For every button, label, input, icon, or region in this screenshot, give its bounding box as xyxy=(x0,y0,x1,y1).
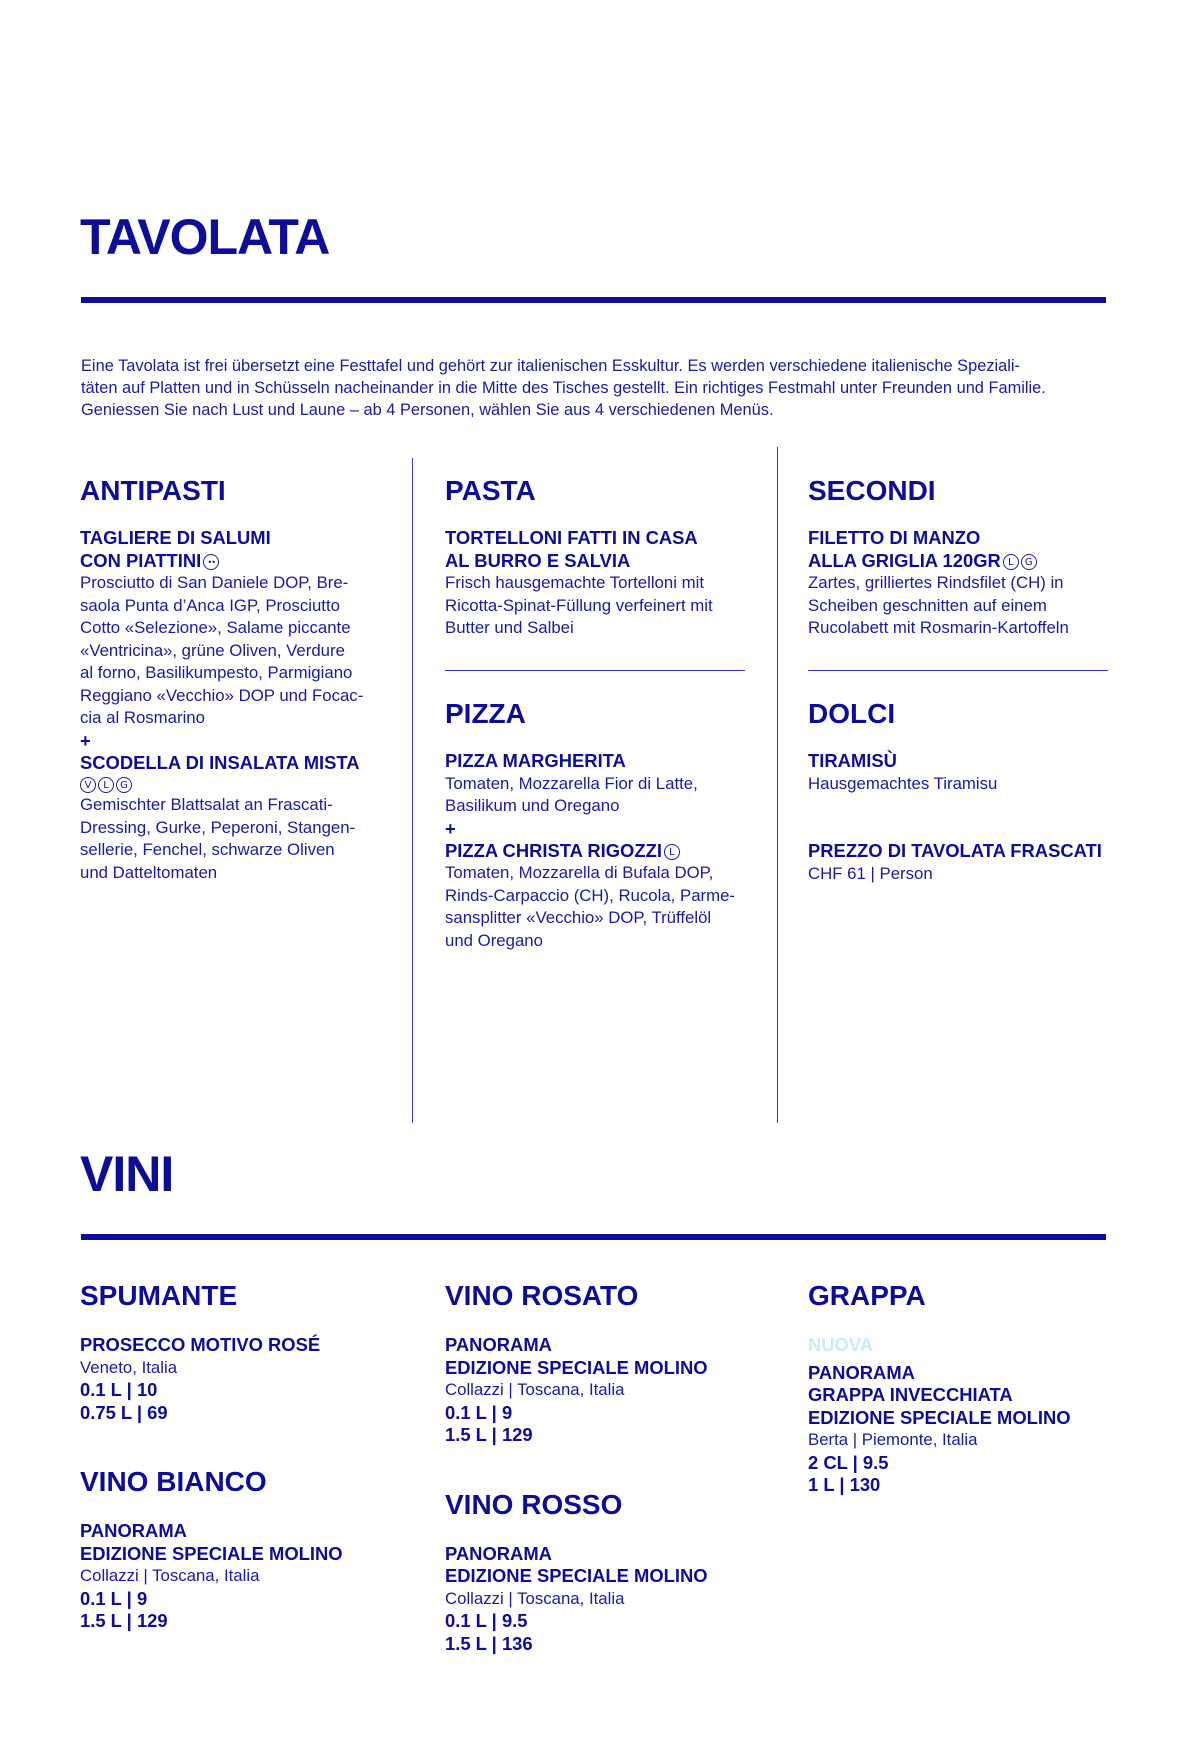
antipasti-column xyxy=(80,475,400,884)
menu-item-description xyxy=(445,572,755,640)
intro-text xyxy=(81,355,1121,421)
wine-price: 0.1 L | 10 xyxy=(80,1379,158,1400)
menu-item-name-line: TORTELLONI FATTI IN CASA xyxy=(445,527,698,548)
wine-name-line: EDIZIONE SPECIALE MOLINO xyxy=(808,1406,1071,1428)
intro-line: Geniessen Sie nach Lust und Laune – ab 4 Personen, wählen Sie aus 4 verschiedenen Menüs. xyxy=(81,401,774,419)
vegetarian-badge-icon: V xyxy=(80,777,96,793)
menu-item-name-line: PIZZA CHRISTA RIGOZZI xyxy=(445,839,662,861)
diet-badges xyxy=(80,774,400,794)
section-title-secondi: SECONDI xyxy=(808,475,936,506)
wine-name-line: EDIZIONE SPECIALE MOLINO xyxy=(445,1356,708,1378)
section-title-grappa: GRAPPA xyxy=(808,1280,926,1311)
intro-line: täten auf Platten und in Schüsseln nacheinander in die Mitte des Tisches gestellt. Ein richtiges Festmahl unter Freunden und Familie. xyxy=(81,379,1046,397)
menu-item-name-line: TAGLIERE DI SALUMI xyxy=(80,527,271,548)
dolci-column xyxy=(808,698,1128,885)
desc-line: Rinds-Carpaccio (CH), Rucola, Parme- xyxy=(445,885,736,905)
wine-name: PROSECCO MOTIVO ROSÉ xyxy=(80,1334,321,1355)
menu-item-description xyxy=(80,572,400,730)
menu-item-name: TIRAMISÙ xyxy=(808,750,897,771)
plus-separator: + xyxy=(80,729,91,751)
section-title-antipasti: ANTIPASTI xyxy=(80,475,226,506)
wine-name xyxy=(808,1362,1128,1430)
menu-item-name xyxy=(445,840,755,863)
column-divider xyxy=(412,458,413,1123)
wine-origin: Collazzi | Toscana, Italia xyxy=(445,1588,625,1608)
wine-origin: Collazzi | Toscana, Italia xyxy=(445,1380,625,1399)
menu-item-name-line: ALLA GRIGLIA 120GR xyxy=(808,549,1001,571)
wine-price: 1 L | 130 xyxy=(808,1474,881,1495)
desc-line: Cotto «Selezione», Salame piccante xyxy=(80,618,351,637)
pasta-column xyxy=(445,475,755,640)
wine-column-3 xyxy=(808,1280,1128,1497)
secondi-column xyxy=(808,475,1128,640)
section-title-rosato: VINO ROSATO xyxy=(445,1280,639,1311)
section-divider xyxy=(445,670,745,671)
desc-line: Ricotta-Spinat-Füllung verfeinert mit xyxy=(445,595,713,615)
section-title-spumante: SPUMANTE xyxy=(80,1280,238,1311)
menu-item-name-line: CON PIATTINI xyxy=(80,549,202,571)
wine-name-line: PANORAMA xyxy=(808,1361,915,1383)
wine-name xyxy=(445,1334,765,1379)
menu-item-description xyxy=(808,572,1128,640)
desc-line: Zartes, grilliertes Rindsfilet (CH) in xyxy=(808,573,1064,592)
wine-price: 0.75 L | 69 xyxy=(80,1401,168,1423)
new-badge: NUOVA xyxy=(808,1334,874,1355)
desc-line: al forno, Basilikumpesto, Parmigiano xyxy=(80,663,353,682)
menu-item-name: PIZZA MARGHERITA xyxy=(445,750,626,771)
desc-line: saola Punta d’Anca IGP, Prosciutto xyxy=(80,595,340,615)
wine-origin: Berta | Piemonte, Italia xyxy=(808,1430,978,1449)
wine-price: 1.5 L | 129 xyxy=(445,1424,533,1445)
gluten-free-badge-icon: G xyxy=(116,777,132,793)
wine-price: 1.5 L | 136 xyxy=(445,1632,533,1654)
desc-line: und Oregano xyxy=(445,930,543,950)
desc-line: Rucolabett mit Rosmarin-Kartoffeln xyxy=(808,618,1069,637)
desc-line: «Ventricina», grüne Oliven, Verdure xyxy=(80,640,345,660)
desc-line: Frisch hausgemachte Tortelloni mit xyxy=(445,573,704,592)
wine-name-line: GRAPPA INVECCHIATA xyxy=(808,1384,1013,1405)
wine-name-line: PANORAMA xyxy=(445,1334,552,1355)
price-title: PREZZO DI TAVOLATA FRASCATI xyxy=(808,840,1102,861)
wine-name xyxy=(445,1543,765,1588)
wine-price: 0.1 L | 9 xyxy=(445,1401,513,1423)
menu-item-name: SCODELLA DI INSALATA MISTA xyxy=(80,751,360,773)
plus-separator: + xyxy=(445,817,456,839)
wine-section-title: VINI xyxy=(80,1146,174,1202)
desc-line: Tomaten, Mozzarella Fior di Latte, xyxy=(445,773,698,793)
desc-line: Gemischter Blattsalat an Frascati- xyxy=(80,795,333,814)
menu-item-description xyxy=(445,773,755,818)
desc-line: Basilikum und Oregano xyxy=(445,796,620,815)
wine-name-line: PANORAMA xyxy=(80,1520,187,1541)
menu-item-name xyxy=(445,527,755,572)
wine-name-line: EDIZIONE SPECIALE MOLINO xyxy=(445,1565,708,1586)
desc-line: sansplitter «Vecchio» DOP, Trüffelöl xyxy=(445,908,712,927)
lactose-free-badge-icon: L xyxy=(664,844,680,860)
wine-name-line: EDIZIONE SPECIALE MOLINO xyxy=(80,1542,343,1564)
lactose-free-badge-icon: L xyxy=(1003,554,1019,570)
page-title: TAVOLATA xyxy=(80,209,330,265)
menu-item-name xyxy=(80,527,400,572)
section-title-bianco: VINO BIANCO xyxy=(80,1466,267,1497)
wine-price: 2 CL | 9.5 xyxy=(808,1451,889,1473)
title-divider xyxy=(81,1234,1106,1240)
desc-line: cia al Rosmarino xyxy=(80,708,205,727)
wine-origin: Veneto, Italia xyxy=(80,1357,178,1377)
desc-line: Dressing, Gurke, Peperoni, Stangen- xyxy=(80,817,356,837)
wine-name xyxy=(80,1520,400,1565)
section-divider xyxy=(808,670,1108,671)
pizza-column xyxy=(445,698,755,952)
price-text: CHF 61 | Person xyxy=(808,863,933,883)
wine-price: 0.1 L | 9.5 xyxy=(445,1610,528,1631)
menu-item-name-line: AL BURRO E SALVIA xyxy=(445,549,631,571)
desc-line: Butter und Salbei xyxy=(445,618,574,637)
menu-item-description: Hausgemachtes Tiramisu xyxy=(808,773,998,793)
desc-line: Reggiano «Vecchio» DOP und Focac- xyxy=(80,685,364,705)
menu-item-name-line: FILETTO DI MANZO xyxy=(808,527,981,548)
wine-name-line: PANORAMA xyxy=(445,1542,552,1564)
desc-line: Scheiben geschnitten auf einem xyxy=(808,595,1047,615)
wine-price: 1.5 L | 129 xyxy=(80,1610,168,1631)
wine-column-1 xyxy=(80,1280,400,1633)
section-title-pasta: PASTA xyxy=(445,475,536,506)
section-title-pizza: PIZZA xyxy=(445,698,526,729)
title-divider xyxy=(81,297,1106,303)
desc-line: Tomaten, Mozzarella di Bufala DOP, xyxy=(445,863,714,882)
wine-origin: Collazzi | Toscana, Italia xyxy=(80,1566,260,1585)
section-title-rosso: VINO ROSSO xyxy=(445,1488,623,1520)
gluten-free-badge-icon: G xyxy=(1021,554,1037,570)
desc-line: und Datteltomaten xyxy=(80,862,218,882)
menu-item-description xyxy=(445,862,755,952)
wine-column-2 xyxy=(445,1280,765,1655)
intro-line: Eine Tavolata ist frei übersetzt eine Festtafel und gehört zur italienischen Esskultur. Es werden verschiedene italienische Speziali- xyxy=(81,357,1021,375)
column-divider xyxy=(777,447,778,1123)
lactose-free-badge-icon: L xyxy=(98,777,114,793)
spicy-badge-icon: •• xyxy=(203,554,219,570)
section-title-dolci: DOLCI xyxy=(808,698,896,729)
wine-price: 0.1 L | 9 xyxy=(80,1587,148,1609)
desc-line: Prosciutto di San Daniele DOP, Bre- xyxy=(80,573,349,592)
menu-item-description xyxy=(80,794,400,884)
menu-item-name xyxy=(808,527,1128,572)
desc-line: sellerie, Fenchel, schwarze Oliven xyxy=(80,840,335,859)
